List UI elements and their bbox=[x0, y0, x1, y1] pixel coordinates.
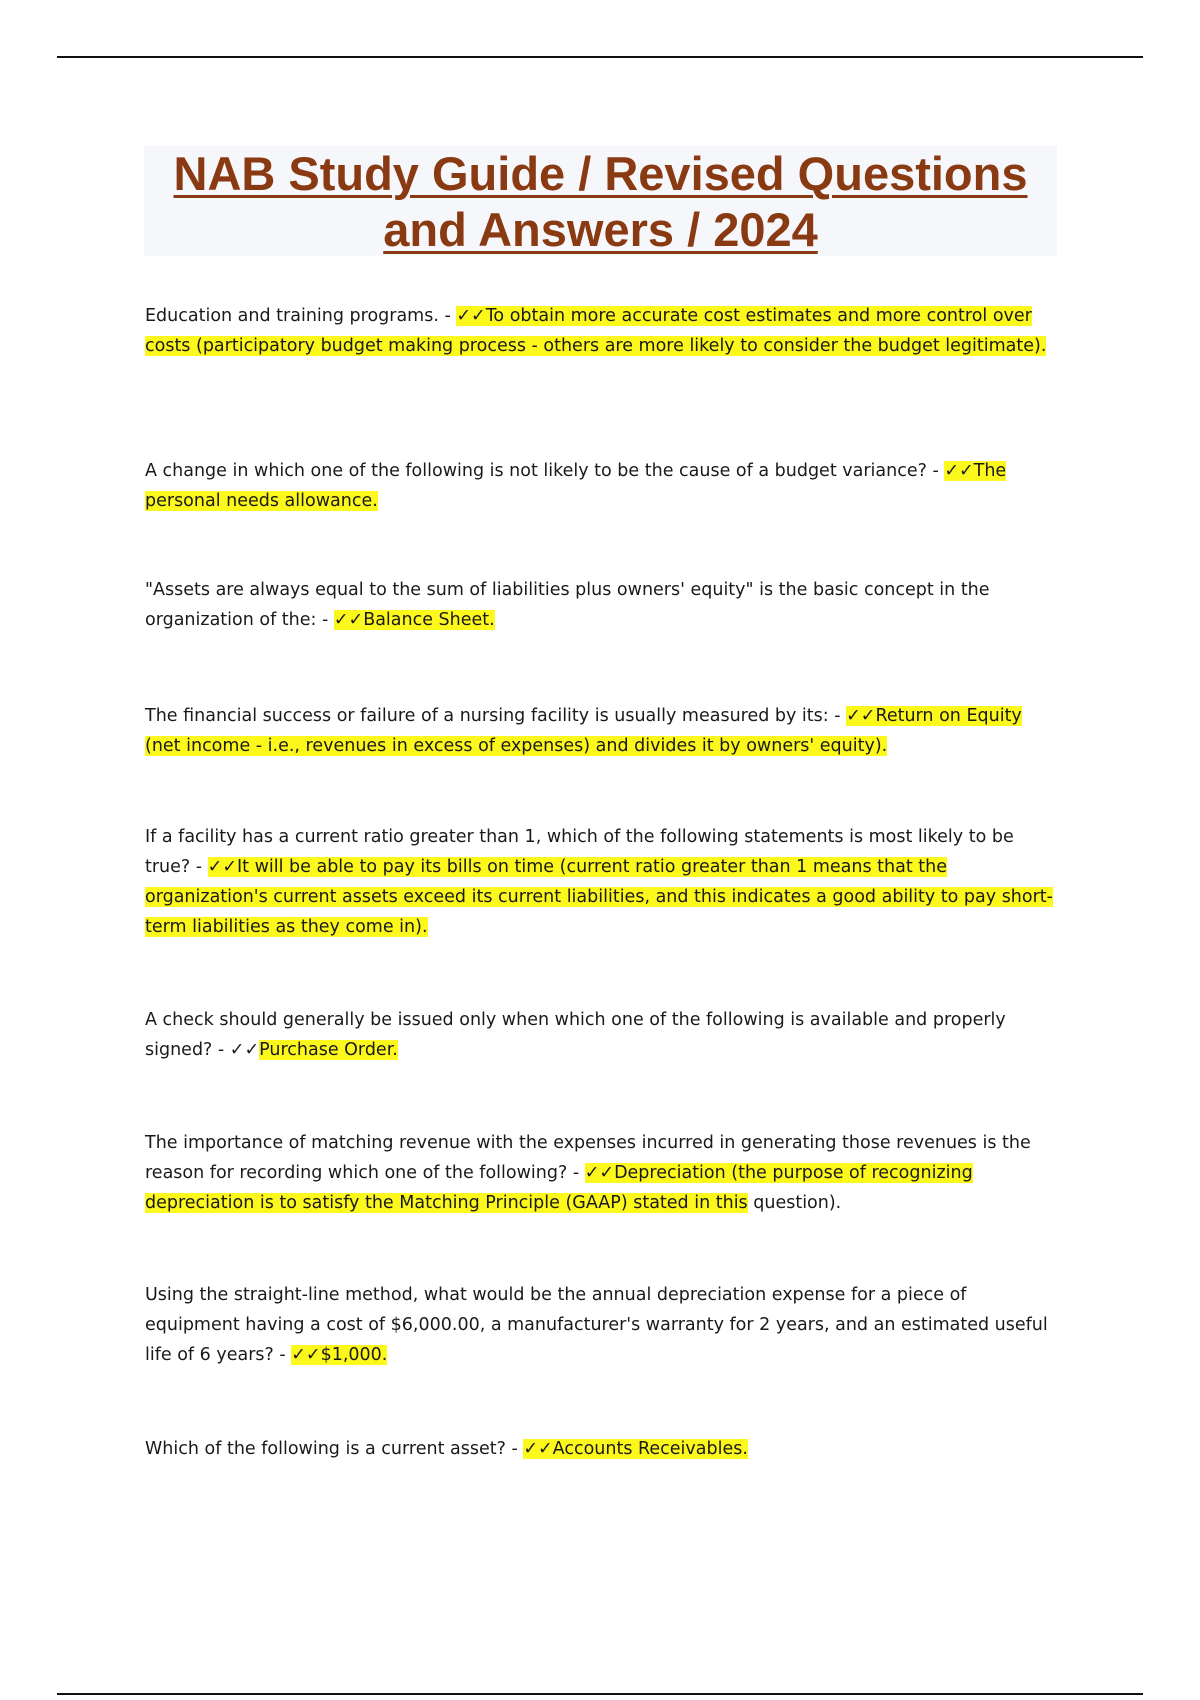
question-text: A check should generally be issued only when which one of the following is available and properly signed? bbox=[145, 1010, 1006, 1060]
title-line-1: NAB Study Guide / Revised Questions bbox=[173, 147, 1028, 200]
answer-text: To obtain more accurate cost estimates and more control over costs (participatory budget making process - others are more likely to consider the budget legitimate). bbox=[145, 306, 1047, 356]
qa-item-3 bbox=[145, 575, 1057, 635]
separator: - bbox=[926, 461, 945, 481]
qa-item-5 bbox=[145, 822, 1057, 942]
answer-text: Depreciation (the purpose of recognizing depreciation is to satisfy the Matching Principle (GAAP) stated in this bbox=[145, 1163, 973, 1213]
top-divider bbox=[57, 56, 1143, 58]
question-text: If a facility has a current ratio greater than 1, which of the following statements is most likely to be true? bbox=[145, 827, 1014, 877]
answer-highlight bbox=[523, 1439, 748, 1459]
title-line-2: and Answers / 2024 bbox=[383, 203, 818, 256]
answer-text: Accounts Receivables. bbox=[552, 1439, 748, 1459]
question-text: Education and training programs. bbox=[145, 306, 439, 326]
check-icon: ✓✓ bbox=[333, 610, 364, 630]
question-text: Which of the following is a current asset? bbox=[145, 1439, 506, 1459]
check-icon: ✓✓ bbox=[291, 1345, 321, 1365]
separator: - bbox=[316, 610, 334, 630]
question-text: A change in which one of the following is not likely to be the cause of a budget variance? bbox=[145, 461, 927, 481]
question-text: The importance of matching revenue with the expenses incurred in generating those revenues is the reason for recording which one of the following? bbox=[145, 1133, 1031, 1183]
separator: - bbox=[190, 857, 208, 877]
check-icon: ✓✓ bbox=[523, 1439, 553, 1459]
check-icon: ✓✓ bbox=[456, 306, 486, 326]
separator: - bbox=[828, 706, 847, 726]
answer-text: It will be able to pay its bills on time (current ratio greater than 1 means that the organization's current assets exceed its current liabilities, and this indicates a good ability to pay short-term liabilities as they come in). bbox=[145, 857, 1053, 937]
answer-tail: question). bbox=[747, 1193, 842, 1213]
separator: - bbox=[438, 306, 457, 326]
question-text: Using the straight-line method, what would be the annual depreciation expense for a piece of equipment having a cost of $6,000.00, a manufacturer's warranty for 2 years, and an estimated useful life of 6 years? bbox=[145, 1285, 1048, 1365]
separator: - bbox=[505, 1439, 524, 1459]
check-icon: ✓✓ bbox=[944, 461, 974, 481]
question-text: "Assets are always equal to the sum of liabilities plus owners' equity" is the basic concept in the organization of the: bbox=[145, 580, 990, 630]
qa-item-2 bbox=[145, 456, 1057, 516]
check-icon: ✓✓ bbox=[229, 1040, 260, 1060]
qa-item-8 bbox=[145, 1280, 1057, 1370]
answer-highlight bbox=[291, 1345, 387, 1365]
answer-text: Return on Equity (net income - i.e., revenues in excess of expenses) and divides it by owners' equity). bbox=[145, 706, 1022, 756]
answer-highlight bbox=[259, 1040, 398, 1060]
qa-item-1 bbox=[145, 301, 1057, 361]
qa-item-4 bbox=[145, 701, 1057, 761]
question-text: The financial success or failure of a nursing facility is usually measured by its: bbox=[145, 706, 829, 726]
separator: - bbox=[212, 1040, 230, 1060]
answer-text: $1,000. bbox=[320, 1345, 388, 1365]
answer-text: The personal needs allowance. bbox=[145, 461, 1007, 511]
qa-item-7 bbox=[145, 1128, 1057, 1218]
check-icon: ✓✓ bbox=[207, 857, 237, 877]
bottom-divider bbox=[57, 1693, 1143, 1695]
answer-highlight bbox=[145, 857, 1053, 937]
answer-text: Purchase Order. bbox=[259, 1040, 398, 1060]
separator: - bbox=[273, 1345, 292, 1365]
document-title bbox=[144, 146, 1057, 256]
qa-item-9 bbox=[145, 1434, 1057, 1464]
answer-highlight bbox=[334, 610, 495, 630]
check-icon: ✓✓ bbox=[846, 706, 876, 726]
qa-item-6 bbox=[145, 1005, 1057, 1065]
answer-text: Balance Sheet. bbox=[363, 610, 495, 630]
separator: - bbox=[567, 1163, 585, 1183]
check-icon: ✓✓ bbox=[584, 1163, 615, 1183]
